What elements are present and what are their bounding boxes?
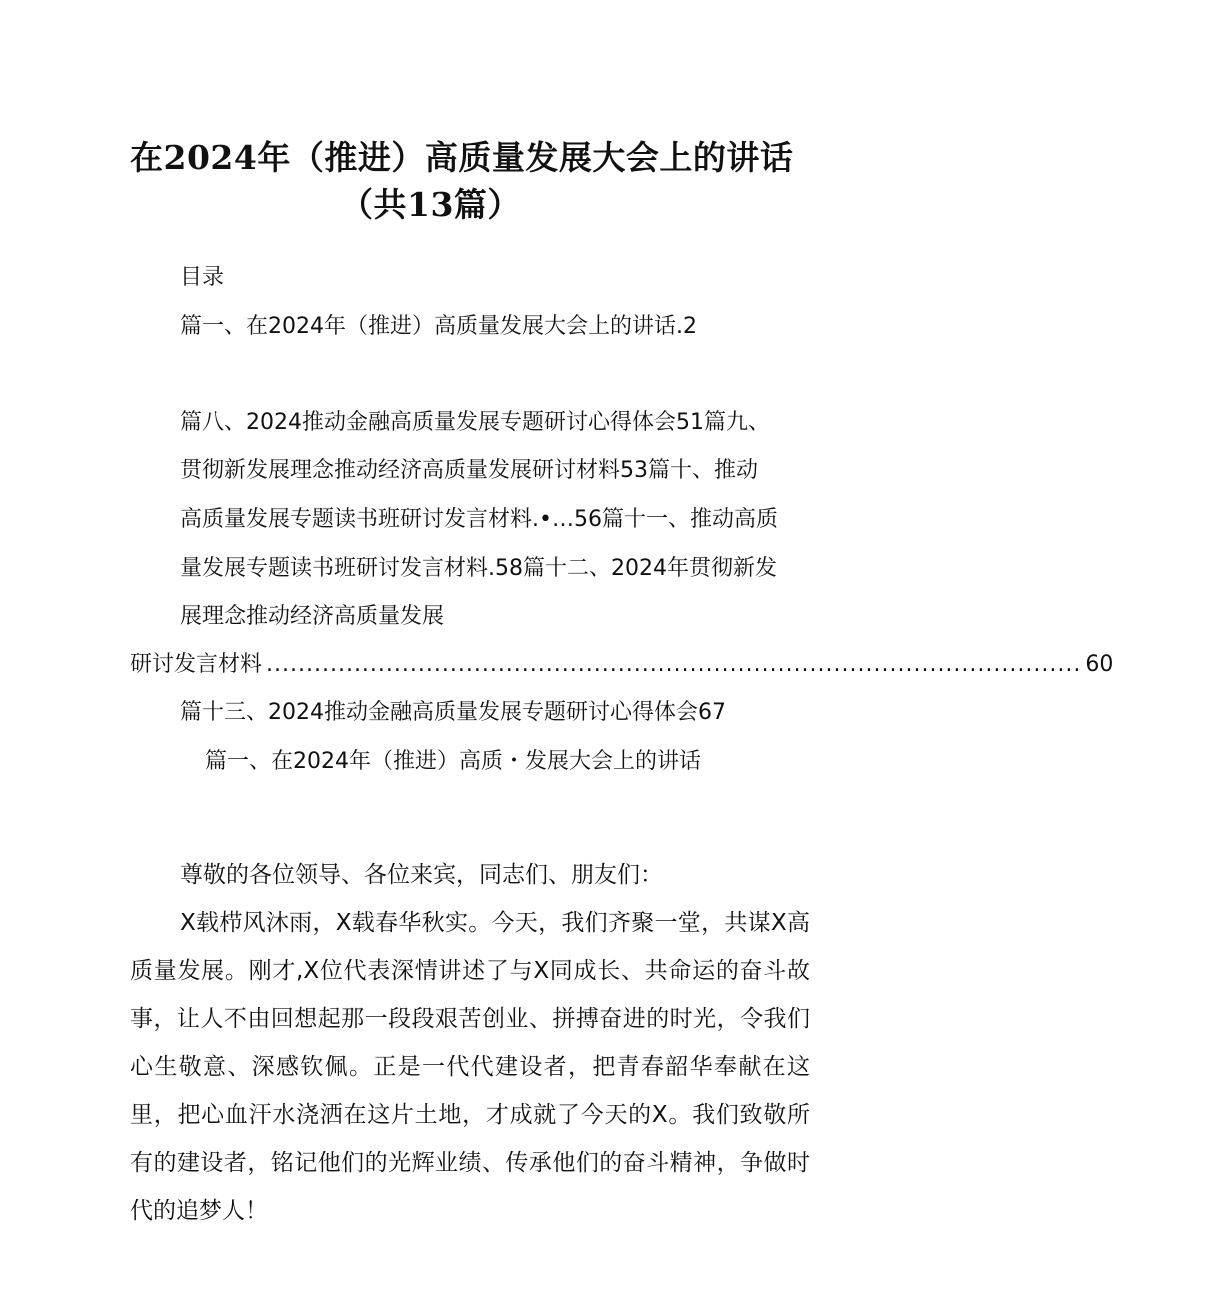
toc-block-line: 展理念推动经济高质量发展 — [180, 604, 445, 629]
toc-entry-1: 篇一、在2024年（推进）高质量发展大会上的讲话.2 — [180, 314, 697, 339]
greeting-text: 尊敬的各位领导、各位来宾，同志们、朋友们： — [180, 862, 663, 888]
toc-block-line: 量发展专题读书班研讨发言材料.58篇十二、2024年贯彻新发 — [180, 556, 777, 581]
toc-block-line: 篇八、2024推动金融高质量发展专题研讨心得体会51篇九、 — [180, 410, 770, 435]
toc-block-line: 贯彻新发展理念推动经济高质量发展研讨材料53篇十、推动 — [180, 458, 758, 483]
toc-dotted-label: 研讨发言材料 — [130, 652, 263, 677]
document-title: 在2024年（推进）高质量发展大会上的讲话 — [130, 138, 794, 177]
toc-entry-13: 篇十三、2024推动金融高质量发展专题研讨心得体会67 — [180, 700, 726, 725]
toc-heading: 目录 — [180, 265, 225, 290]
toc-dotted-page: 60 — [1085, 652, 1114, 677]
toc-dot-leader: ...................................................................................................... — [266, 652, 1082, 677]
section-heading: 篇一、在2024年（推进）高质・发展大会上的讲话 — [205, 749, 701, 774]
toc-dotted-entry — [130, 651, 1114, 679]
speech-paragraph: X载栉风沐雨，X载春华秋实。今天，我们齐聚一堂，共谋X高质量发展。刚才,X位代表深情讲述了与X同成长、共命运的奋斗故事，让人不由回想起那一段段艰苦创业、拼搏奋进的时光，令我们心生敬意、深感钦佩。正是一代代建设者，把青春韶华奉献在这里，把心血汗水浇洒在这片土地，才成就了今天的X。我们致敬所有的建设者，铭记他们的光辉业绩、传承他们的奋斗精神，争做时代的追梦人！ — [130, 910, 810, 1224]
document-title-count: （共13篇） — [340, 185, 521, 224]
toc-block-line: 高质量发展专题读书班研讨发言材料.•…56篇十一、推动高质 — [180, 507, 778, 532]
greeting — [180, 851, 800, 899]
